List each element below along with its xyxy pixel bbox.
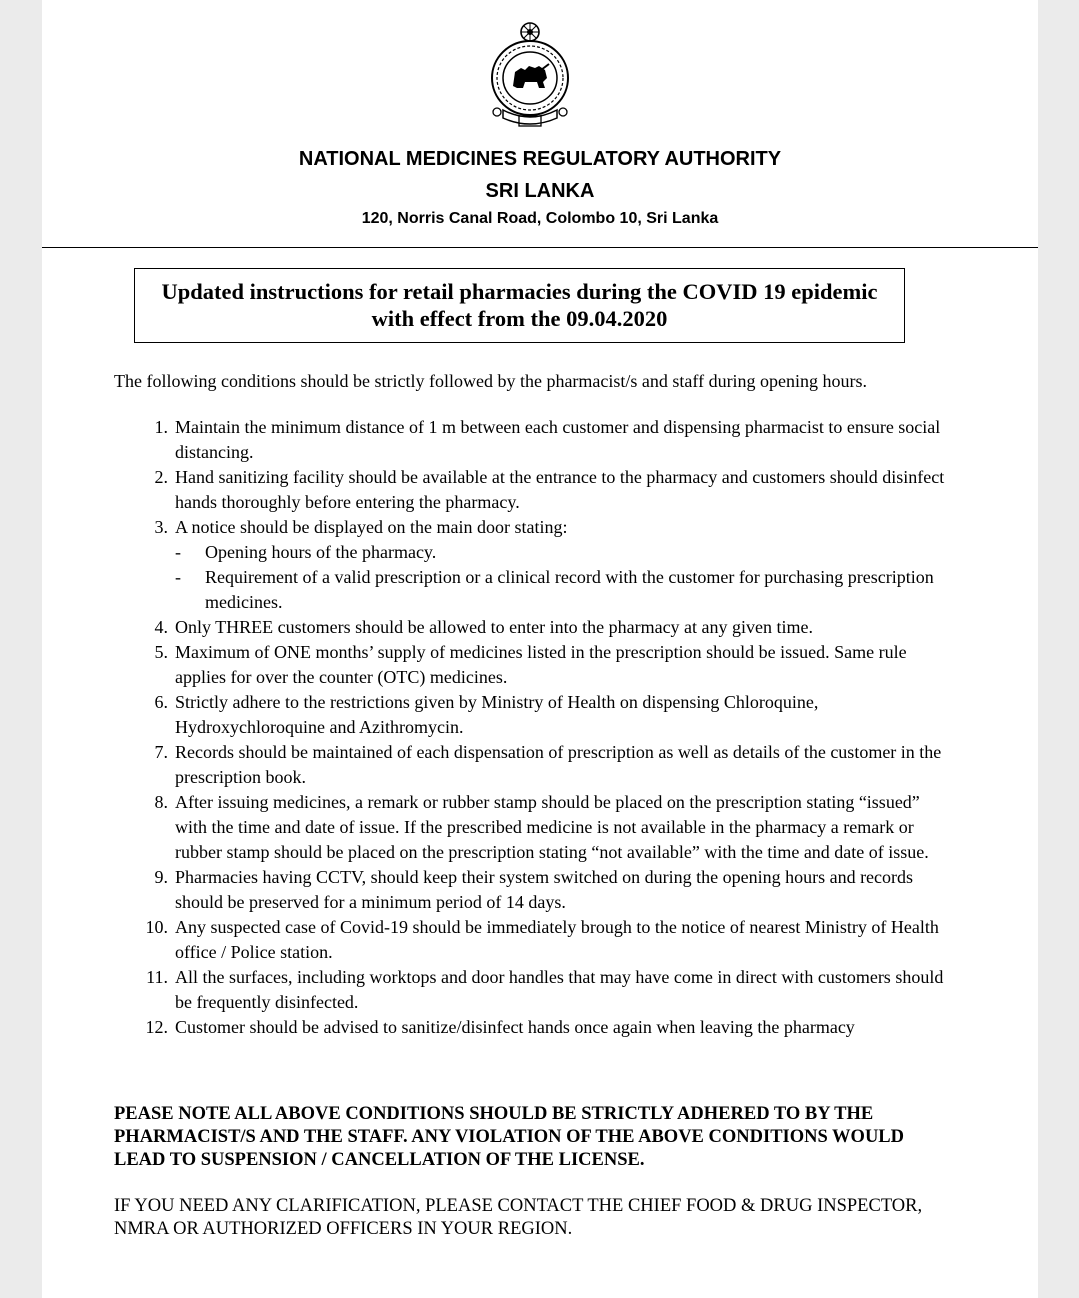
list-item-text: Strictly adhere to the restrictions given by Ministry of Health on dispensing Chloroquine, Hydroxychloroquine and Azithromycin. xyxy=(175,692,819,737)
header-divider xyxy=(42,247,1038,248)
list-item-number: 3. xyxy=(154,517,168,537)
list-item-number: 1. xyxy=(154,417,168,437)
list-item xyxy=(114,965,954,1015)
list-item-number: 9. xyxy=(154,867,168,887)
list-item-text: Maximum of ONE months’ supply of medicines listed in the prescription should be issued. Same rule applies for over the counter (OTC) medicines. xyxy=(175,642,907,687)
organization-name: NATIONAL MEDICINES REGULATORY AUTHORITY xyxy=(298,148,782,170)
intro-paragraph: The following conditions should be strictly followed by the pharmacist/s and staff during opening hours. xyxy=(114,371,868,391)
sublist-dash: - xyxy=(175,567,181,587)
sublist-item-text: Requirement of a valid prescription or a clinical record with the customer for purchasing prescription medicines. xyxy=(205,567,934,612)
list-item xyxy=(114,740,954,790)
warning-paragraph: PEASE NOTE ALL ABOVE CONDITIONS SHOULD BE STRICTLY ADHERED TO BY THE PHARMACIST/S AND THE STAFF. ANY VIOLATION OF THE ABOVE CONDITIONS WOULD LEAD TO SUSPENSION / CANCELLATION OF THE LICENSE. xyxy=(114,1104,905,1170)
list-item xyxy=(114,1015,954,1040)
organization-country: SRI LANKA xyxy=(485,180,595,202)
conditions-list xyxy=(114,415,954,1040)
list-item-number: 8. xyxy=(154,792,168,812)
list-item xyxy=(114,915,954,965)
document-page xyxy=(42,0,1038,1298)
list-item xyxy=(114,515,954,615)
list-item-text: All the surfaces, including worktops and door handles that may have come in direct with customers should be frequently disinfected. xyxy=(175,967,944,1012)
list-item-number: 5. xyxy=(154,642,168,662)
list-item-text: Only THREE customers should be allowed to enter into the pharmacy at any given time. xyxy=(175,617,814,637)
list-item-number: 2. xyxy=(154,467,168,487)
list-item-number: 6. xyxy=(154,692,168,712)
document-title-line-1: Updated instructions for retail pharmacies during the COVID 19 epidemic xyxy=(161,279,878,304)
list-item xyxy=(114,790,954,865)
sri-lanka-emblem-icon xyxy=(489,20,571,128)
list-item xyxy=(114,465,954,515)
sublist-dash: - xyxy=(175,542,181,562)
list-item-text: After issuing medicines, a remark or rubber stamp should be placed on the prescription stating “issued” with the time and date of issue. If the prescribed medicine is not available in the pharmacy a remark or rubber stamp should be placed on the prescription stating “not available” with the time and date of issue. xyxy=(175,792,929,862)
list-item-text: Maintain the minimum distance of 1 m between each customer and dispensing pharmacist to ensure social distancing. xyxy=(175,417,941,462)
list-item-text: Pharmacies having CCTV, should keep their system switched on during the opening hours and records should be preserved for a minimum period of 14 days. xyxy=(175,867,914,912)
notice-sublist xyxy=(175,540,954,615)
list-item-text: Records should be maintained of each dispensation of prescription as well as details of the customer in the prescription book. xyxy=(175,742,942,787)
list-item-number: 12. xyxy=(145,1017,168,1037)
document-title-line-2: with effect from the 09.04.2020 xyxy=(371,306,668,331)
list-item-text: Customer should be advised to sanitize/disinfect hands once again when leaving the pharmacy xyxy=(175,1017,855,1037)
list-item-text: A notice should be displayed on the main door stating: xyxy=(175,517,568,537)
list-item xyxy=(114,690,954,740)
organization-address: 120, Norris Canal Road, Colombo 10, Sri Lanka xyxy=(361,210,719,227)
list-item xyxy=(114,615,954,640)
document-title-box xyxy=(134,268,905,343)
sublist-item xyxy=(175,540,954,565)
list-item-number: 7. xyxy=(154,742,168,762)
list-item-number: 10. xyxy=(145,917,168,937)
list-item-number: 4. xyxy=(154,617,168,637)
contact-paragraph: IF YOU NEED ANY CLARIFICATION, PLEASE CONTACT THE CHIEF FOOD & DRUG INSPECTOR, NMRA OR AUTHORIZED OFFICERS IN YOUR REGION. xyxy=(114,1196,923,1239)
sublist-item-text: Opening hours of the pharmacy. xyxy=(205,542,437,562)
sublist-item xyxy=(175,565,954,615)
list-item-text: Any suspected case of Covid-19 should be immediately brough to the notice of nearest Ministry of Health office / Police station. xyxy=(175,917,939,962)
list-item xyxy=(114,640,954,690)
list-item xyxy=(114,415,954,465)
list-item xyxy=(114,865,954,915)
list-item-number: 11. xyxy=(146,967,168,987)
list-item-text: Hand sanitizing facility should be available at the entrance to the pharmacy and customers should disinfect hands thoroughly before entering the pharmacy. xyxy=(175,467,945,512)
